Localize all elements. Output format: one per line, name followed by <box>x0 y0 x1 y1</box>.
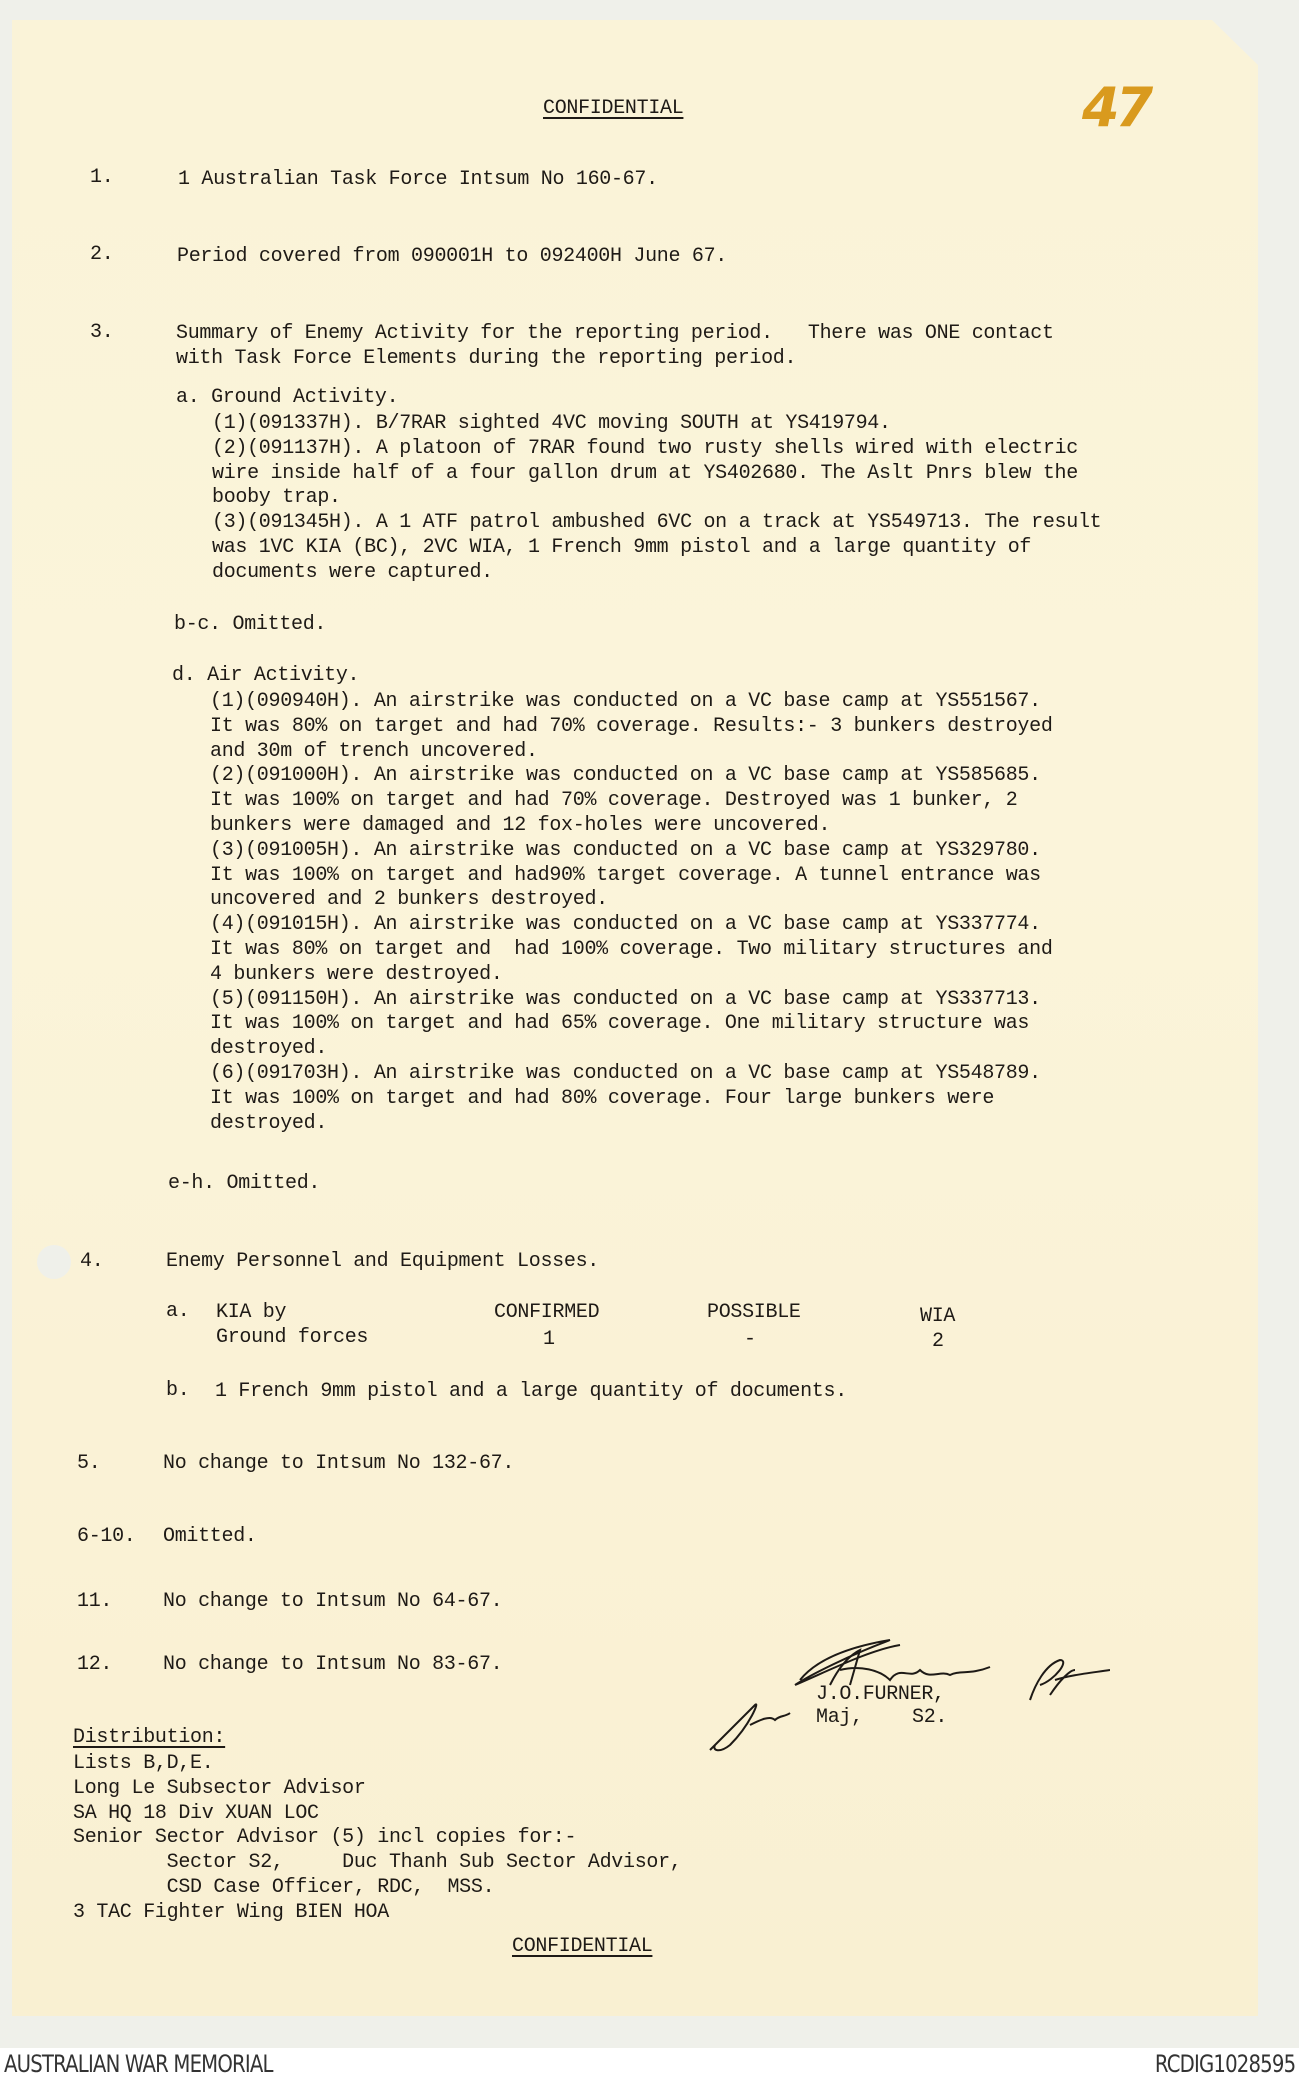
ground-activity-heading: a. Ground Activity. <box>176 386 399 409</box>
distribution-item: Sector S2, Duc Thanh Sub Sector Advisor, <box>73 1851 682 1875</box>
losses-value-possible: - <box>744 1328 756 1351</box>
text-line: and 30m of trench uncovered. <box>210 739 538 763</box>
para-1-text: 1 Australian Task Force Intsum No 160-67. <box>178 168 658 191</box>
text-line: (3)(091345H). A 1 ATF patrol ambushed 6VC on a track at YS549713. The result <box>212 511 1102 535</box>
para-11-text: No change to Intsum No 64-67. <box>163 1590 503 1613</box>
text-line: (2)(091000H). An airstrike was conducted on a VC base camp at YS585685. <box>210 764 1041 788</box>
para-3-number: 3. <box>90 321 114 344</box>
text-line: (5)(091150H). An airstrike was conducted on a VC base camp at YS337713. <box>210 987 1041 1011</box>
losses-value-confirmed: 1 <box>543 1328 555 1351</box>
text-line: (1)(090940H). An airstrike was conducted on a VC base camp at YS551567. <box>210 690 1041 713</box>
text-line: uncovered and 2 bunkers destroyed. <box>210 888 608 912</box>
text-line: It was 100% on target and had 70% coverage. Destroyed was 1 bunker, 2 <box>210 789 1018 813</box>
losses-row-label-2: Ground forces <box>216 1326 369 1349</box>
para-11-number: 11. <box>77 1590 113 1613</box>
losses-col-confirmed: CONFIRMED <box>494 1301 600 1324</box>
text-line: wire inside half of a four gallon drum at YS402680. The Aslt Pnrs blew the <box>212 461 1078 485</box>
text-line: (2)(091137H). A platoon of 7RAR found two rusty shells wired with electric <box>212 436 1078 460</box>
text-line: with Task Force Elements during the reporting period. <box>176 346 797 370</box>
para-4b-text: 1 French 9mm pistol and a large quantity of documents. <box>215 1380 847 1403</box>
text-line: was 1VC KIA (BC), 2VC WIA, 1 French 9mm pistol and a large quantity of <box>212 535 1032 559</box>
text-line: Summary of Enemy Activity for the reporting period. There was ONE contact <box>176 322 1054 345</box>
signatory-appointment: S2. <box>912 1706 948 1729</box>
text-line: documents were captured. <box>212 560 493 584</box>
signatory-rank: Maj, <box>816 1706 863 1729</box>
distribution-heading: Distribution: <box>73 1726 226 1749</box>
distribution-item: Senior Sector Advisor (5) incl copies for:- <box>73 1826 577 1850</box>
folio-number: 47 <box>1082 76 1150 139</box>
footer-classification: CONFIDENTIAL <box>512 1935 653 1958</box>
para-2-text: Period covered from 090001H to 092400H June 67. <box>177 245 727 268</box>
archive-footer-left: AUSTRALIAN WAR MEMORIAL <box>4 2050 273 2078</box>
header-classification: CONFIDENTIAL <box>543 97 684 120</box>
distribution-item: 3 TAC Fighter Wing BIEN HOA <box>73 1900 389 1924</box>
text-line: It was 80% on target and had 70% coverage. Results:- 3 bunkers destroyed <box>210 714 1053 738</box>
distribution-item: CSD Case Officer, RDC, MSS. <box>73 1875 495 1899</box>
archive-footer-right: RCDIG1028595 <box>1154 2050 1295 2078</box>
text-line: (4)(091015H). An airstrike was conducted on a VC base camp at YS337774. <box>210 913 1041 937</box>
losses-col-possible: POSSIBLE <box>707 1301 801 1324</box>
punch-hole <box>37 1245 71 1279</box>
losses-col-wia: WIA <box>920 1305 956 1328</box>
ground-activity-list <box>212 412 1101 586</box>
text-line: destroyed. <box>210 1111 328 1135</box>
distribution-item: Long Le Subsector Advisor <box>73 1776 366 1800</box>
para-3-eh-omitted: e-h. Omitted. <box>168 1172 321 1195</box>
para-12-number: 12. <box>77 1653 113 1676</box>
para-12-text: No change to Intsum No 83-67. <box>163 1653 503 1676</box>
losses-value-wia: 2 <box>932 1330 944 1353</box>
air-activity-heading: d. Air Activity. <box>172 664 360 687</box>
losses-row-label-1: KIA by <box>216 1301 287 1324</box>
para-4a-label: a. <box>166 1300 190 1323</box>
para-6-10-number: 6-10. <box>77 1525 136 1548</box>
signatory-name: J.O.FURNER, <box>816 1683 945 1706</box>
air-activity-list <box>210 690 1053 1136</box>
text-line: destroyed. <box>210 1037 328 1061</box>
text-line: It was 80% on target and had 100% coverage. Two military structures and <box>210 937 1053 961</box>
text-line: It was 100% on target and had 65% coverage. One military structure was <box>210 1012 1030 1036</box>
para-5-number: 5. <box>77 1452 101 1475</box>
para-6-10-text: Omitted. <box>163 1525 257 1548</box>
distribution-item: Lists B,D,E. <box>73 1752 214 1775</box>
text-line: bunkers were damaged and 12 fox-holes were uncovered. <box>210 813 831 837</box>
para-2-number: 2. <box>90 243 114 266</box>
para-3-summary <box>176 322 1054 372</box>
para-3-bc-omitted: b-c. Omitted. <box>174 613 327 636</box>
para-5-text: No change to Intsum No 132-67. <box>163 1452 515 1475</box>
para-1-number: 1. <box>90 166 114 189</box>
text-line: (6)(091703H). An airstrike was conducted on a VC base camp at YS548789. <box>210 1061 1041 1085</box>
text-line: 4 bunkers were destroyed. <box>210 962 503 986</box>
text-line: (3)(091005H). An airstrike was conducted on a VC base camp at YS329780. <box>210 838 1041 862</box>
text-line: booby trap. <box>212 486 341 510</box>
text-line: It was 100% on target and had90% target coverage. A tunnel entrance was <box>210 863 1041 887</box>
para-4b-label: b. <box>166 1379 190 1402</box>
text-line: (1)(091337H). B/7RAR sighted 4VC moving SOUTH at YS419794. <box>212 412 891 435</box>
distribution-item: SA HQ 18 Div XUAN LOC <box>73 1801 319 1825</box>
text-line: It was 100% on target and had 80% coverage. Four large bunkers were <box>210 1086 995 1110</box>
para-4-number: 4. <box>80 1250 104 1273</box>
distribution-list <box>73 1752 682 1926</box>
para-4-text: Enemy Personnel and Equipment Losses. <box>166 1250 599 1273</box>
